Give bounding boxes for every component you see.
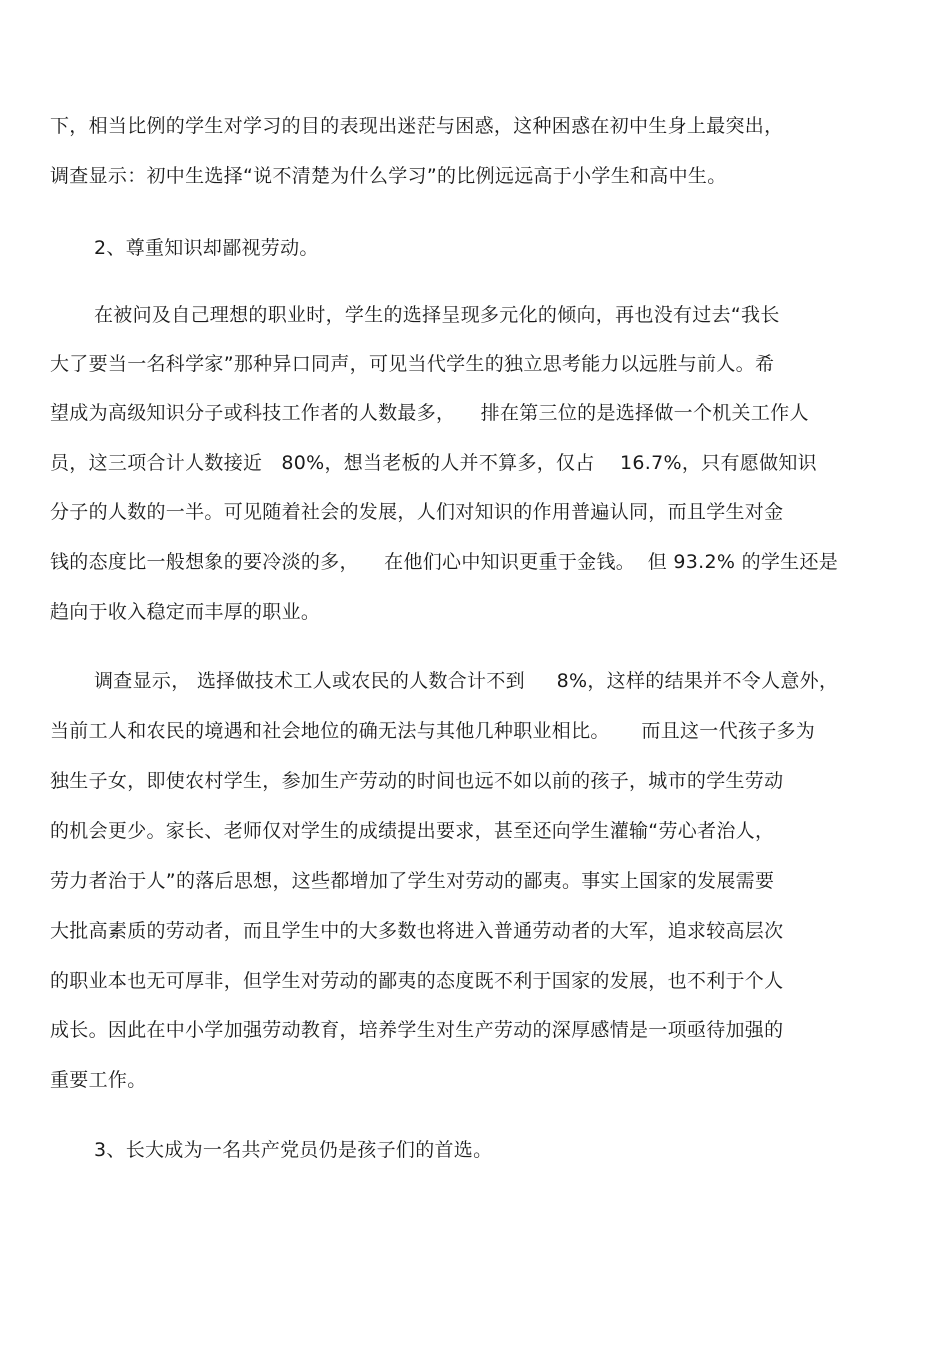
section-heading-3: 3、长大成为一名共产党员仍是孩子们的首选。: [94, 1139, 493, 1161]
paragraph-line: 大批高素质的劳动者，而且学生中的大多数也将进入普通劳动者的大军，追求较高层次: [50, 920, 784, 942]
paragraph-line: 分子的人数的一半。可见随着社会的发展，人们对知识的作用普遍认同，而且学生对金: [50, 501, 784, 523]
paragraph-line: 望成为高级知识分子或科技工作者的人数最多， 排在第三位的是选择做一个机关工作人: [50, 402, 809, 424]
paragraph-line: 下，相当比例的学生对学习的目的表现出迷茫与困惑，这种困惑在初中生身上最突出，: [50, 115, 784, 137]
paragraph-line: 成长。因此在中小学加强劳动教育，培养学生对生产劳动的深厚感情是一项亟待加强的: [50, 1019, 784, 1041]
paragraph-line: 调查显示：初中生选择“说不清楚为什么学习”的比例远远高于小学生和高中生。: [50, 165, 727, 187]
paragraph-line: 趋向于收入稳定而丰厚的职业。: [50, 601, 321, 623]
paragraph-line: 调查显示， 选择做技术工人或农民的人数合计不到 8%，这样的结果并不令人意外，: [94, 670, 839, 692]
paragraph-line: 的职业本也无可厚非，但学生对劳动的鄙夷的态度既不利于国家的发展，也不利于个人: [50, 970, 784, 992]
paragraph-line: 重要工作。: [50, 1069, 147, 1091]
paragraph-line: 大了要当一名科学家”那种异口同声，可见当代学生的独立思考能力以远胜与前人。希: [50, 353, 775, 375]
paragraph-line: 在被问及自己理想的职业时，学生的选择呈现多元化的倾向，再也没有过去“我长: [94, 304, 780, 326]
paragraph-line: 独生子女，即使农村学生，参加生产劳动的时间也远不如以前的孩子，城市的学生劳动: [50, 770, 784, 792]
paragraph-line: 当前工人和农民的境遇和社会地位的确无法与其他几种职业相比。 而且这一代孩子多为: [50, 720, 816, 742]
paragraph-line: 员，这三项合计人数接近 80%，想当老板的人并不算多，仅占 16.7%，只有愿做知识: [50, 452, 817, 474]
paragraph-line: 的机会更少。家长、老师仅对学生的成绩提出要求，甚至还向学生灌输“劳心者治人，: [50, 820, 775, 842]
paragraph-line: 钱的态度比一般想象的要冷淡的多， 在他们心中知识更重于金钱。 但 93.2% 的学生还是: [50, 551, 839, 573]
section-heading-2: 2、尊重知识却鄙视劳动。: [94, 237, 319, 259]
paragraph-line: 劳力者治于人”的落后思想，这些都增加了学生对劳动的鄙夷。事实上国家的发展需要: [50, 870, 775, 892]
